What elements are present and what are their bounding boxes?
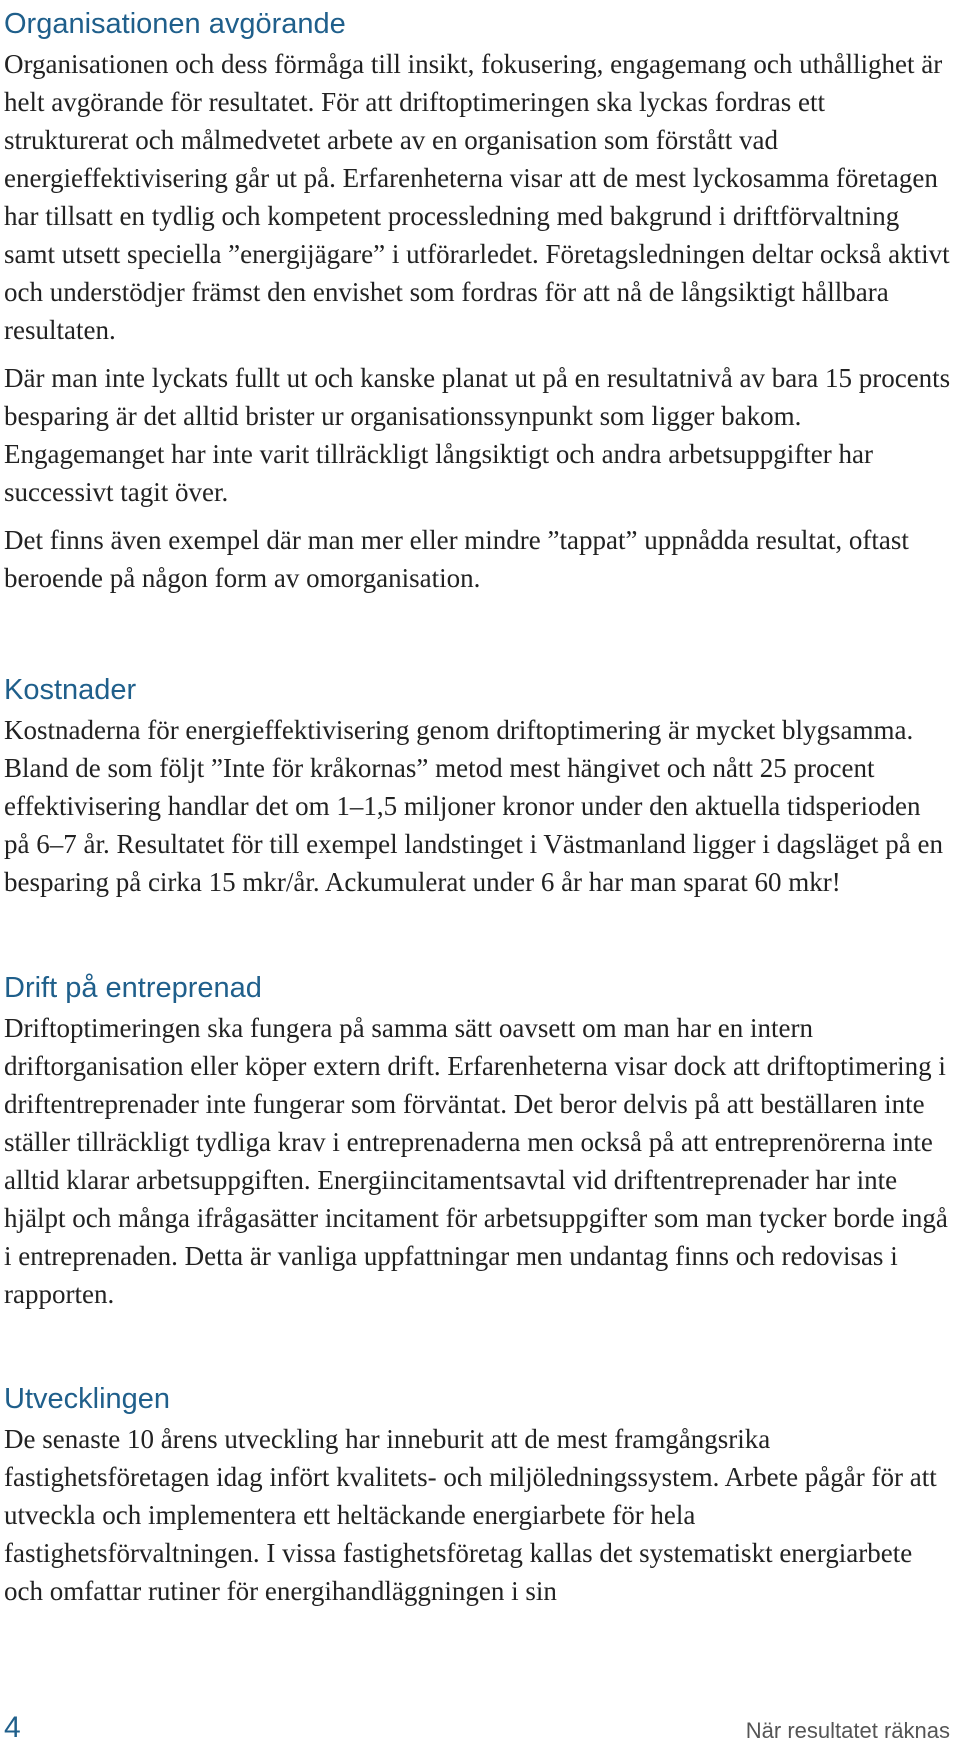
- section-heading: Organisationen avgörande: [4, 8, 346, 40]
- paragraph: Driftoptimeringen ska fungera på samma sätt oavsett om man har en intern driftorganisation eller köper extern drift. Erfarenheterna visar dock att driftoptimering i driftentreprenader inte fungerar som förväntat. Det beror delvis på att beställaren inte ställer tillräckligt tydliga krav i entreprenaderna men också på att entreprenörerna inte alltid klarar arbetsuppgiften. Energiincitamentsavtal vid driftentreprenader har inte hjälpt och många ifrågasätter incitament för arbetsuppgifter som man tycker borde ingå i entreprenaden. Detta är vanliga uppfattningar men undantag finns och redovisas i rapporten.: [4, 1013, 948, 1309]
- page-number: 4: [4, 1711, 21, 1744]
- section-heading: Drift på entreprenad: [4, 972, 262, 1004]
- section-heading: Kostnader: [4, 674, 137, 706]
- paragraph: De senaste 10 årens utveckling har inneburit att de mest framgångsrika fastighetsföretagen idag infört kvalitets- och miljöledningssystem. Arbete pågår för att utveckla och implementera ett heltäckande energiarbete för hela fastighetsförvaltningen. I vissa fastighetsföretag kallas det systematiskt energiarbete och omfattar rutiner för energihandläggningen i sin: [4, 1424, 937, 1606]
- section-utvecklingen: [4, 1381, 952, 1610]
- paragraph: Där man inte lyckats fullt ut och kanske planat ut på en resultatnivå av bara 15 procents besparing är det alltid brister ur organisationssynpunkt som ligger bakom. Engagemanget har inte varit tillräckligt långsiktigt och andra arbetsuppgifter har successivt tagit över.: [4, 363, 951, 507]
- paragraph: Organisationen och dess förmåga till insikt, fokusering, engagemang och uthållighet är helt avgörande för resultatet. För att driftoptimeringen ska lyckas fordras ett strukturerat och målmedvetet arbete av en organisation som förstått vad energieffektivisering går ut på. Erfarenheterna visar att de mest lyckosamma företagen har tillsatt en tydlig och kompetent processledning med bakgrund i driftförvaltning samt utsett speciella ”energijägare” i utförarledet. Företagsledningen deltar också aktivt och understödjer främst den envishet som fordras för att nå de långsiktigt hållbara resultaten.: [4, 49, 950, 345]
- section-heading: Utvecklingen: [4, 1383, 171, 1415]
- paragraph: Det finns även exempel där man mer eller mindre ”tappat” uppnådda resultat, oftast beroende på någon form av omorganisation.: [4, 525, 909, 593]
- section-drift-pa-entreprenad: [4, 970, 952, 1313]
- paragraph: Kostnaderna för energieffektivisering genom driftoptimering är mycket blygsamma. Bland de som följt ”Inte för kråkornas” metod mest hängivet och nått 25 procent effektivisering handlar det om 1–1,5 miljoner kronor under den aktuella tidsperioden på 6–7 år. Resultatet för till exempel landstinget i Västmanland ligger i dagsläget på en besparing på cirka 15 mkr/år. Ackumulerat under 6 år har man sparat 60 mkr!: [4, 715, 944, 897]
- running-title: När resultatet räknas: [745, 1718, 950, 1743]
- section-kostnader: [4, 672, 952, 901]
- section-organisationen: [4, 6, 952, 597]
